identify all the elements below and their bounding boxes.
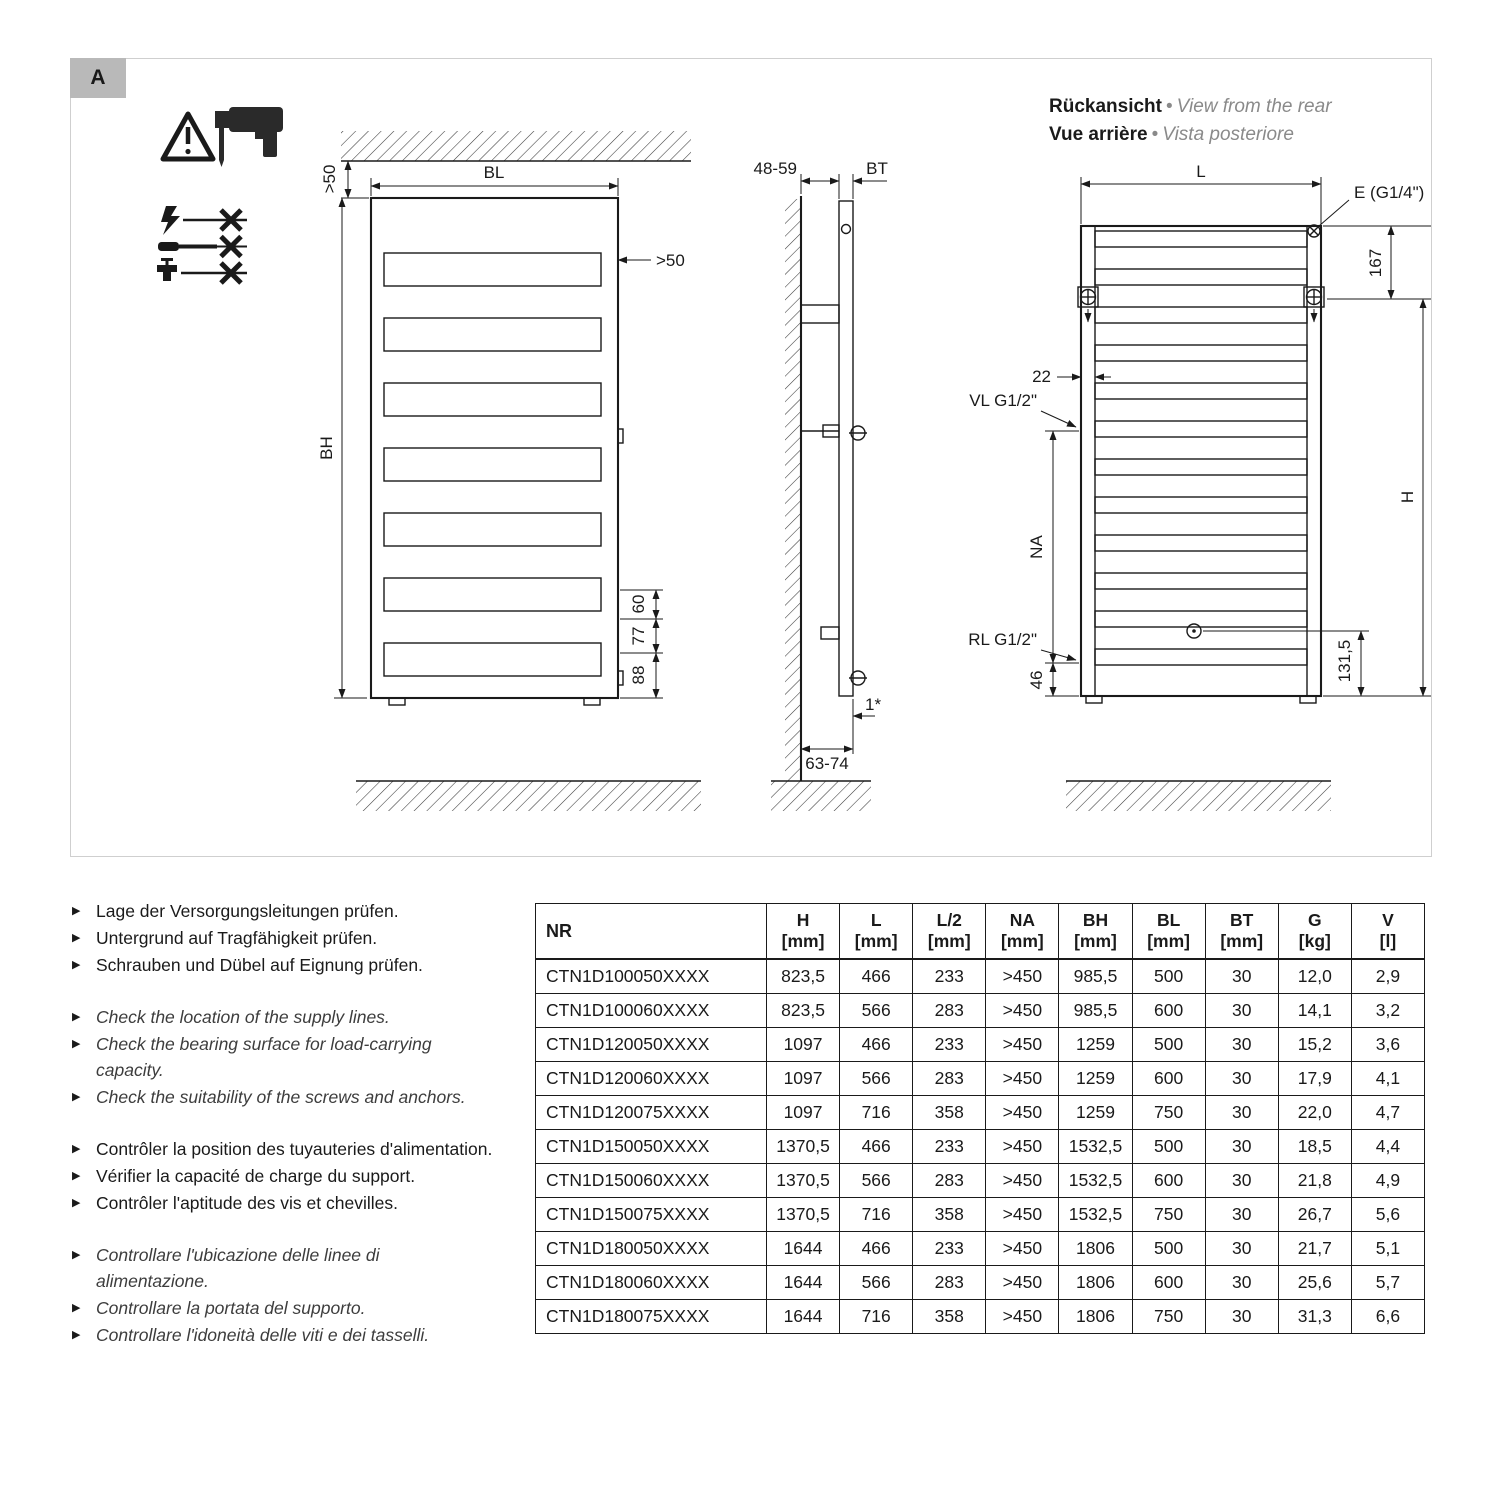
- bullet-triangle-icon: ▶: [72, 1197, 81, 1209]
- cell-value: 21,8: [1278, 1164, 1351, 1198]
- cell-nr: CTN1D150075XXXX: [536, 1198, 767, 1232]
- dim-46: [1027, 663, 1079, 696]
- col-header-bh: BH [mm]: [1059, 904, 1132, 960]
- cell-value: 716: [840, 1300, 913, 1334]
- valve-side-mid: [849, 426, 867, 440]
- cell-value: 5,1: [1351, 1232, 1424, 1266]
- dim-l: [1081, 162, 1321, 224]
- dim-bl: [371, 163, 618, 196]
- dim-na: [1027, 431, 1079, 663]
- installation-diagram: [71, 59, 1431, 856]
- cell-value: >450: [986, 1266, 1059, 1300]
- instruction-item: [72, 1084, 496, 1110]
- cell-nr: CTN1D150060XXXX: [536, 1164, 767, 1198]
- cell-value: 466: [840, 959, 913, 994]
- dim-bt: [853, 159, 888, 199]
- cell-value: 1532,5: [1059, 1198, 1132, 1232]
- instructions-en: [72, 1004, 496, 1110]
- instruction-text: Controllare la portata del supporto.: [96, 1298, 366, 1318]
- caption-fr: Vue arrière: [1049, 124, 1148, 145]
- cell-value: 716: [840, 1198, 913, 1232]
- tool-handle-icon: [158, 242, 179, 251]
- cell-value: >450: [986, 959, 1059, 994]
- table-row: [536, 1096, 1425, 1130]
- hidden-lines-warning: [157, 206, 247, 283]
- table-body: [536, 959, 1425, 1334]
- cell-value: 466: [840, 1028, 913, 1062]
- water-pipe-row: [157, 260, 247, 284]
- col-header-bt: BT [mm]: [1205, 904, 1278, 960]
- cell-value: 17,9: [1278, 1062, 1351, 1096]
- cell-value: 1532,5: [1059, 1164, 1132, 1198]
- instruction-item: [72, 952, 496, 978]
- cell-value: 4,7: [1351, 1096, 1424, 1130]
- cell-value: 1644: [767, 1266, 840, 1300]
- dim-offset-1: [853, 695, 881, 754]
- col-header-h: H [mm]: [767, 904, 840, 960]
- cell-value: 283: [913, 1164, 986, 1198]
- cell-value: 716: [840, 1096, 913, 1130]
- cell-value: 1806: [1059, 1300, 1132, 1334]
- cell-value: 1532,5: [1059, 1130, 1132, 1164]
- svg-text:167: 167: [1366, 248, 1385, 278]
- cell-value: 500: [1132, 1028, 1205, 1062]
- cell-value: 750: [1132, 1300, 1205, 1334]
- caption-it: Vista posteriore: [1162, 124, 1294, 145]
- rl-connection-symbol: [1187, 624, 1201, 638]
- bullet-triangle-icon: ▶: [72, 1302, 81, 1314]
- svg-text:1*: 1*: [865, 695, 882, 714]
- instruction-item: [72, 1190, 496, 1216]
- cell-value: 358: [913, 1198, 986, 1232]
- cell-value: 14,1: [1278, 994, 1351, 1028]
- col-header-bl: BL [mm]: [1132, 904, 1205, 960]
- svg-text:VL G1/2": VL G1/2": [969, 391, 1037, 410]
- caption-de: Rückansicht: [1049, 96, 1162, 117]
- dim-bottom-spacing: [620, 590, 663, 698]
- instruction-text: Untergrund auf Tragfähigkeit prüfen.: [96, 928, 378, 948]
- floor-hatch-front: [356, 781, 701, 811]
- bullet-triangle-icon: ▶: [72, 1038, 81, 1050]
- cell-value: 1259: [1059, 1028, 1132, 1062]
- cell-value: 1644: [767, 1300, 840, 1334]
- cell-value: 31,3: [1278, 1300, 1351, 1334]
- cell-value: 1097: [767, 1028, 840, 1062]
- table-row: [536, 1062, 1425, 1096]
- cell-value: 500: [1132, 959, 1205, 994]
- table-row: [536, 1266, 1425, 1300]
- dim-bh: [317, 198, 367, 698]
- svg-text:48-59: 48-59: [753, 159, 797, 178]
- cell-value: 25,6: [1278, 1266, 1351, 1300]
- diagram-panel-a: [70, 58, 1432, 857]
- cell-value: 12,0: [1278, 959, 1351, 994]
- cell-value: >450: [986, 1198, 1059, 1232]
- instruction-text: Contrôler la position des tuyauteries d'alimentation.: [96, 1139, 493, 1159]
- cell-value: 30: [1205, 1028, 1278, 1062]
- cell-value: >450: [986, 994, 1059, 1028]
- table-row: [536, 1198, 1425, 1232]
- cell-value: 30: [1205, 959, 1278, 994]
- svg-text:BT: BT: [866, 159, 888, 178]
- col-header-l2: L/2 [mm]: [913, 904, 986, 960]
- cell-value: 30: [1205, 1096, 1278, 1130]
- instruction-item: [72, 1004, 496, 1030]
- svg-text:22: 22: [1032, 367, 1051, 386]
- cell-value: 600: [1132, 1062, 1205, 1096]
- cell-value: 2,9: [1351, 959, 1424, 994]
- svg-text:BH: BH: [317, 436, 336, 460]
- instruction-item: [72, 1163, 496, 1189]
- electric-cable-row: [161, 206, 247, 235]
- cell-value: 1259: [1059, 1062, 1132, 1096]
- cell-value: 1370,5: [767, 1164, 840, 1198]
- cell-value: 466: [840, 1232, 913, 1266]
- cell-value: 30: [1205, 1198, 1278, 1232]
- cell-value: 30: [1205, 1232, 1278, 1266]
- floor-hatch-side: [771, 781, 871, 811]
- svg-text:NA: NA: [1027, 535, 1046, 559]
- label-vl: [969, 391, 1076, 427]
- table-row: [536, 1028, 1425, 1062]
- instruction-text: Controllare l'ubicazione delle linee di alimentazione.: [96, 1245, 380, 1291]
- cell-value: 750: [1132, 1198, 1205, 1232]
- cell-value: 22,0: [1278, 1096, 1351, 1130]
- bullet-triangle-icon: ▶: [72, 1329, 81, 1341]
- instructions-fr: [72, 1136, 496, 1216]
- cell-value: 566: [840, 1164, 913, 1198]
- svg-text:>50: >50: [320, 164, 339, 194]
- col-header-na: NA [mm]: [986, 904, 1059, 960]
- instructions-it: [72, 1242, 496, 1348]
- cell-value: 283: [913, 994, 986, 1028]
- dim-167: [1323, 226, 1431, 299]
- cell-value: 233: [913, 1028, 986, 1062]
- cell-value: 4,1: [1351, 1062, 1424, 1096]
- svg-text:BL: BL: [483, 163, 505, 182]
- instructions: [72, 898, 496, 1374]
- table-header: [536, 904, 1425, 960]
- instruction-item: [72, 925, 496, 951]
- col-header-nr: NR: [536, 904, 767, 960]
- cell-value: 5,6: [1351, 1198, 1424, 1232]
- instruction-text: Check the location of the supply lines.: [96, 1007, 390, 1027]
- instruction-item: [72, 1136, 496, 1162]
- cell-value: 750: [1132, 1096, 1205, 1130]
- table-row: [536, 1130, 1425, 1164]
- cell-value: >450: [986, 1096, 1059, 1130]
- rear-view: [968, 162, 1431, 811]
- cell-value: 823,5: [767, 959, 840, 994]
- cell-value: 6,6: [1351, 1300, 1424, 1334]
- cell-value: 1259: [1059, 1096, 1132, 1130]
- cell-nr: CTN1D180050XXXX: [536, 1232, 767, 1266]
- cell-value: 358: [913, 1300, 986, 1334]
- cell-value: >450: [986, 1300, 1059, 1334]
- cell-nr: CTN1D150050XXXX: [536, 1130, 767, 1164]
- cell-value: 30: [1205, 1062, 1278, 1096]
- cell-value: 1097: [767, 1096, 840, 1130]
- drill-icon: [215, 107, 283, 167]
- cell-value: 566: [840, 1062, 913, 1096]
- cell-value: 233: [913, 959, 986, 994]
- cell-value: >450: [986, 1028, 1059, 1062]
- cell-value: 985,5: [1059, 959, 1132, 994]
- bullet-triangle-icon: ▶: [72, 905, 81, 917]
- instruction-text: Controllare l'idoneità delle viti e dei tasselli.: [96, 1325, 430, 1345]
- cell-value: 18,5: [1278, 1130, 1351, 1164]
- cell-value: 4,4: [1351, 1130, 1424, 1164]
- warning-icons: [157, 107, 283, 283]
- svg-text:77: 77: [629, 626, 648, 646]
- instruction-text: Lage der Versorgungsleitungen prüfen.: [96, 901, 399, 921]
- instruction-text: Check the suitability of the screws and anchors.: [96, 1087, 466, 1107]
- dim-h: [1323, 299, 1431, 696]
- cell-value: 283: [913, 1266, 986, 1300]
- instruction-text: Vérifier la capacité de charge du support.: [96, 1166, 416, 1186]
- cell-value: 1806: [1059, 1232, 1132, 1266]
- table-row: [536, 1164, 1425, 1198]
- cell-value: 21,7: [1278, 1232, 1351, 1266]
- cell-value: 30: [1205, 1266, 1278, 1300]
- radiator-front: [371, 198, 623, 705]
- cell-nr: CTN1D100060XXXX: [536, 994, 767, 1028]
- lightning-icon: [161, 206, 180, 235]
- instruction-item: [72, 898, 496, 924]
- cell-value: 30: [1205, 1164, 1278, 1198]
- bullet-triangle-icon: ▶: [72, 1091, 81, 1103]
- caption-separator: •: [1151, 124, 1159, 145]
- cell-nr: CTN1D180075XXXX: [536, 1300, 767, 1334]
- panel-label: A: [70, 58, 126, 98]
- bullet-triangle-icon: ▶: [72, 932, 81, 944]
- col-header-g: G [kg]: [1278, 904, 1351, 960]
- svg-text:E (G1/4"): E (G1/4"): [1354, 183, 1425, 202]
- cell-value: 30: [1205, 1300, 1278, 1334]
- cell-nr: CTN1D120075XXXX: [536, 1096, 767, 1130]
- cell-nr: CTN1D180060XXXX: [536, 1266, 767, 1300]
- bullet-triangle-icon: ▶: [72, 1249, 81, 1261]
- dim-clearance-top: [320, 161, 369, 198]
- col-header-l: L [mm]: [840, 904, 913, 960]
- dimensions-table: [535, 903, 1425, 1334]
- cell-value: 233: [913, 1232, 986, 1266]
- wall-side: [785, 196, 801, 781]
- instruction-text: Check the bearing surface for load-carrying capacity.: [96, 1034, 432, 1080]
- side-view: [754, 159, 888, 811]
- cell-value: 233: [913, 1130, 986, 1164]
- cell-value: 1806: [1059, 1266, 1132, 1300]
- svg-text:RL G1/2": RL G1/2": [968, 630, 1037, 649]
- cell-nr: CTN1D100050XXXX: [536, 959, 767, 994]
- valve-side-bottom: [849, 671, 867, 685]
- table-row: [536, 1232, 1425, 1266]
- cell-value: 3,6: [1351, 1028, 1424, 1062]
- cell-value: >450: [986, 1062, 1059, 1096]
- cell-value: 600: [1132, 1266, 1205, 1300]
- cell-nr: CTN1D120060XXXX: [536, 1062, 767, 1096]
- bullet-triangle-icon: ▶: [72, 1143, 81, 1155]
- svg-text:60: 60: [629, 594, 648, 614]
- radiator-side-profile: [801, 201, 867, 696]
- cell-value: 1644: [767, 1232, 840, 1266]
- cell-value: 358: [913, 1096, 986, 1130]
- cell-value: 1370,5: [767, 1198, 840, 1232]
- svg-text:>50: >50: [656, 251, 685, 270]
- instruction-item: [72, 1322, 496, 1348]
- instruction-item: [72, 1295, 496, 1321]
- front-view: [317, 131, 701, 811]
- cell-value: 30: [1205, 1130, 1278, 1164]
- instructions-de: [72, 898, 496, 978]
- bullet-triangle-icon: ▶: [72, 1011, 81, 1023]
- cell-value: 15,2: [1278, 1028, 1351, 1062]
- svg-text:46: 46: [1027, 670, 1046, 690]
- table-row: [536, 1300, 1425, 1334]
- col-header-v: V [l]: [1351, 904, 1424, 960]
- cell-value: 30: [1205, 994, 1278, 1028]
- cell-value: 1097: [767, 1062, 840, 1096]
- table-row: [536, 994, 1425, 1028]
- caption-en: View from the rear: [1176, 96, 1332, 117]
- label-rl: [968, 630, 1076, 660]
- cell-value: 985,5: [1059, 994, 1132, 1028]
- dim-wall-gap: [754, 159, 839, 199]
- cell-value: 3,2: [1351, 994, 1424, 1028]
- instruction-item: [72, 1242, 496, 1294]
- cell-value: 566: [840, 994, 913, 1028]
- cell-value: 600: [1132, 1164, 1205, 1198]
- cell-value: 283: [913, 1062, 986, 1096]
- cell-value: >450: [986, 1164, 1059, 1198]
- wall-bracket-side: [801, 305, 839, 323]
- table-row: [536, 959, 1425, 994]
- cell-value: 1370,5: [767, 1130, 840, 1164]
- cell-nr: CTN1D120050XXXX: [536, 1028, 767, 1062]
- instruction-text: Contrôler l'aptitude des vis et chevilles.: [96, 1193, 398, 1213]
- bullet-triangle-icon: ▶: [72, 959, 81, 971]
- svg-text:63-74: 63-74: [805, 754, 849, 773]
- caption-separator: •: [1165, 96, 1173, 117]
- wall-hatch-top: [341, 131, 691, 161]
- svg-text:H: H: [1398, 490, 1417, 504]
- cell-value: >450: [986, 1232, 1059, 1266]
- svg-text:88: 88: [629, 665, 648, 685]
- air-vent-e: [1308, 183, 1424, 237]
- cell-value: 4,9: [1351, 1164, 1424, 1198]
- floor-hatch-rear: [1066, 781, 1331, 811]
- cell-value: 466: [840, 1130, 913, 1164]
- bullet-triangle-icon: ▶: [72, 1170, 81, 1182]
- svg-text:131,5: 131,5: [1335, 639, 1354, 683]
- pipe-row: [158, 237, 247, 257]
- cell-value: >450: [986, 1130, 1059, 1164]
- dim-131-5: [1203, 631, 1369, 696]
- cell-value: 500: [1132, 1130, 1205, 1164]
- instruction-item: [72, 1031, 496, 1083]
- dim-floor-gap: [801, 749, 853, 773]
- cell-value: 26,7: [1278, 1198, 1351, 1232]
- dim-clearance-right: [618, 251, 685, 270]
- cell-value: 600: [1132, 994, 1205, 1028]
- instruction-text: Schrauben und Dübel auf Eignung prüfen.: [96, 955, 423, 975]
- svg-text:L: L: [1196, 162, 1206, 181]
- faucet-icon: [157, 265, 177, 281]
- cell-value: 823,5: [767, 994, 840, 1028]
- cell-value: 500: [1132, 1232, 1205, 1266]
- cell-value: 5,7: [1351, 1266, 1424, 1300]
- cell-value: 566: [840, 1266, 913, 1300]
- warning-triangle-icon: [163, 114, 213, 159]
